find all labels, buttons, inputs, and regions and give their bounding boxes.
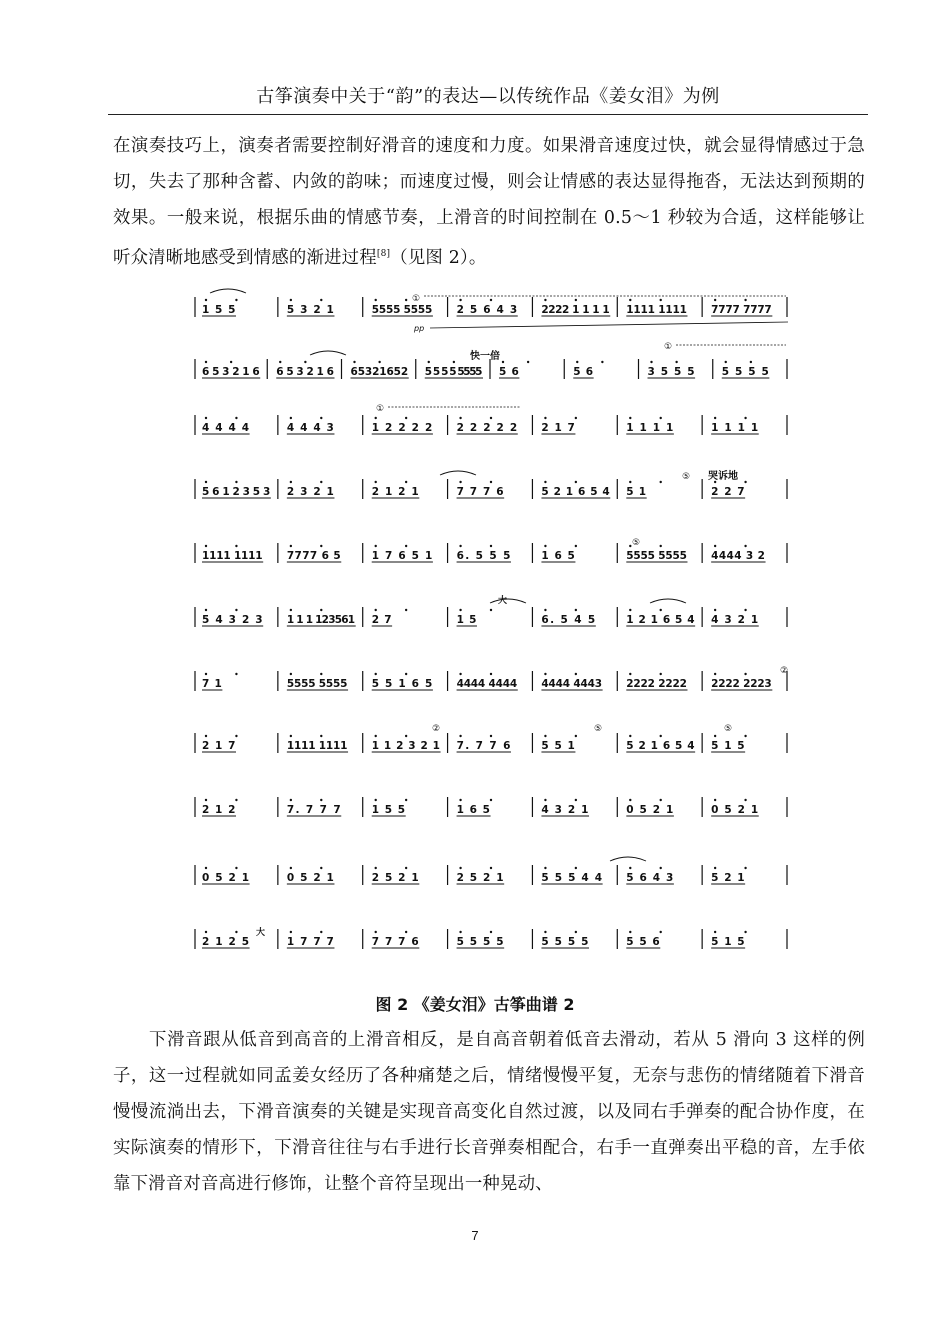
octave-dot xyxy=(502,361,504,363)
running-header: 古筝演奏中关于“韵”的表达—以传统作品《姜女泪》为例 xyxy=(256,86,720,107)
score-measure: 5555 5555 xyxy=(286,678,349,690)
octave-dot xyxy=(205,545,207,547)
score-measure: 2 1 2 1 xyxy=(371,486,420,498)
octave-dot xyxy=(544,481,546,483)
octave-dot xyxy=(490,609,492,611)
octave-dot xyxy=(490,673,492,675)
octave-dot xyxy=(544,931,546,933)
octave-dot xyxy=(205,609,207,611)
score-measure: 3 5 5 5 xyxy=(647,366,696,378)
score-measure: 5 2 1 6 5 4 xyxy=(626,740,696,752)
score-measure: 5 5 5 5 xyxy=(721,366,770,378)
octave-dot xyxy=(744,799,746,801)
slur xyxy=(440,471,476,475)
header-rule xyxy=(108,114,868,115)
score-measure: 2222 1 1 1 1 xyxy=(541,304,611,316)
score-measure: 7777 7777 xyxy=(711,304,773,316)
octave-dot xyxy=(290,673,292,675)
octave-dot xyxy=(490,931,492,933)
octave-dot xyxy=(320,545,322,547)
score-measure: 1 7 7 7 xyxy=(286,936,335,948)
score-measure: 1 2 2 2 2 xyxy=(371,422,433,434)
octave-dot xyxy=(290,545,292,547)
octave-dot xyxy=(629,931,631,933)
octave-dot xyxy=(714,735,716,737)
score-measure: 5 4 3 2 3 xyxy=(202,614,264,626)
octave-dot xyxy=(459,609,461,611)
fingering-circle-5: ⑤ xyxy=(682,472,691,482)
score-measure: 6. 5 4 5 xyxy=(541,614,596,626)
slur xyxy=(210,289,246,293)
octave-dot xyxy=(290,299,292,301)
octave-dot xyxy=(320,299,322,301)
octave-dot xyxy=(660,867,662,869)
octave-dot xyxy=(544,673,546,675)
score-measure: 1 5 xyxy=(456,614,477,626)
paragraph-1-text: 在演奏技巧上，演奏者需要控制好滑音的速度和力度。如果滑音速度过快，就会显得情感过于急切，失去了那种含蓄、内敛的韵味；而速度过慢，则会让情感的表达显得拖沓，无法达到预期的效果。一般来说，根据乐曲的情感节奏，上滑音的时间控制在 0.5～1 秒较为合适，这样能够让听众清晰地感受到情感的渐进过程 xyxy=(113,136,865,268)
octave-dot xyxy=(320,609,322,611)
octave-dot xyxy=(629,799,631,801)
octave-dot xyxy=(205,931,207,933)
score-measure: 5555 5555 xyxy=(626,550,688,562)
octave-dot xyxy=(290,417,292,419)
octave-dot xyxy=(205,673,207,675)
octave-dot xyxy=(235,299,237,301)
octave-dot xyxy=(375,931,377,933)
octave-dot xyxy=(575,417,577,419)
octave-dot xyxy=(459,481,461,483)
octave-dot xyxy=(660,299,662,301)
score-measure: 0 5 2 1 xyxy=(626,804,674,816)
octave-dot xyxy=(290,799,292,801)
score-measure: 7 7 7 6 xyxy=(456,486,505,498)
octave-dot xyxy=(205,735,207,737)
octave-dot xyxy=(714,799,716,801)
octave-dot xyxy=(459,931,461,933)
octave-dot xyxy=(575,673,577,675)
octave-dot xyxy=(378,361,380,363)
score-measure: 4 4 4 4 xyxy=(202,422,250,434)
score-measure: 1 1 1 123561 xyxy=(286,614,356,626)
octave-dot xyxy=(375,867,377,869)
octave-dot xyxy=(205,799,207,801)
fingering-circle-1: ① xyxy=(376,404,385,414)
octave-dot xyxy=(660,735,662,737)
fingering-circle-5: ⑤ xyxy=(724,724,733,734)
octave-dot xyxy=(490,867,492,869)
score-measure: 2 5 2 1 xyxy=(371,872,420,884)
score-measure: 5 5 5 4 4 xyxy=(541,872,603,884)
octave-dot xyxy=(320,481,322,483)
fingering-circle-1: ① xyxy=(412,294,421,304)
crescendo-line xyxy=(430,322,788,328)
octave-dot xyxy=(714,417,716,419)
octave-dot xyxy=(601,361,603,363)
octave-dot xyxy=(375,481,377,483)
octave-dot xyxy=(235,867,237,869)
score-measure: 5 2 1 6 5 4 xyxy=(541,486,611,498)
octave-dot xyxy=(490,299,492,301)
octave-dot xyxy=(714,609,716,611)
score-measure: 2 5 2 1 xyxy=(456,872,505,884)
score-image xyxy=(190,283,792,973)
octave-dot xyxy=(629,735,631,737)
octave-dot xyxy=(629,481,631,483)
octave-dot xyxy=(375,545,377,547)
octave-dot xyxy=(405,867,407,869)
score-measure: 5 6 xyxy=(573,366,594,378)
score-measure: 5 3 2 1 xyxy=(286,304,335,316)
octave-dot xyxy=(405,931,407,933)
fingering-circle-5: ⑤ xyxy=(594,724,603,734)
octave-dot xyxy=(235,735,237,737)
octave-dot xyxy=(405,417,407,419)
score-measure: 1 2 1 6 5 4 xyxy=(626,614,696,626)
octave-dot xyxy=(205,417,207,419)
octave-dot xyxy=(576,361,578,363)
octave-dot xyxy=(744,417,746,419)
octave-dot xyxy=(744,545,746,547)
octave-dot xyxy=(714,931,716,933)
octave-dot xyxy=(235,609,237,611)
score-measure: 6 5 3 2 1 6 xyxy=(202,366,261,378)
score-measure: 4444 4443 xyxy=(541,678,603,690)
score-measure: 6 5 3 2 1 6 5 2 xyxy=(350,366,409,378)
octave-dot xyxy=(660,799,662,801)
score-measure: 1111 1111 xyxy=(202,550,264,562)
paragraph-1-tail: （见图 2）。 xyxy=(390,248,487,268)
score-measure: 5 5 1 6 5 xyxy=(371,678,433,690)
octave-dot xyxy=(353,361,355,363)
octave-dot xyxy=(459,867,461,869)
score-measure: 1111 1111 xyxy=(626,304,688,316)
score-measure: 1 6 5 xyxy=(541,550,576,562)
octave-dot xyxy=(235,799,237,801)
octave-dot xyxy=(235,481,237,483)
octave-dot xyxy=(725,361,727,363)
score-measure: 1 5 5 xyxy=(371,804,406,816)
score-measure: 5 1 xyxy=(626,486,647,498)
octave-dot xyxy=(459,299,461,301)
octave-dot xyxy=(205,361,207,363)
score-measure: 4 4 4 3 xyxy=(286,422,335,434)
octave-dot xyxy=(490,735,492,737)
octave-dot xyxy=(375,417,377,419)
octave-dot xyxy=(575,799,577,801)
octave-dot xyxy=(675,361,677,363)
score-measure: 1111 1111 xyxy=(286,740,349,752)
octave-dot xyxy=(660,673,662,675)
octave-dot xyxy=(744,867,746,869)
slur xyxy=(310,351,346,355)
octave-dot xyxy=(660,609,662,611)
octave-dot xyxy=(320,735,322,737)
octave-dot xyxy=(375,673,377,675)
octave-dot xyxy=(428,361,430,363)
octave-dot xyxy=(320,673,322,675)
octave-dot xyxy=(290,735,292,737)
score-measure: 2 1 2 xyxy=(202,804,236,816)
octave-dot xyxy=(527,361,529,363)
octave-dot xyxy=(629,299,631,301)
octave-dot xyxy=(544,417,546,419)
score-measure: 1 7 6 5 1 xyxy=(371,550,433,562)
octave-dot xyxy=(744,299,746,301)
score-measure: 2 1 7 xyxy=(202,740,236,752)
octave-dot xyxy=(375,299,377,301)
octave-dot xyxy=(320,931,322,933)
slur xyxy=(610,857,646,861)
score-measure: 7777 6 5 xyxy=(286,550,342,562)
octave-dot xyxy=(320,799,322,801)
octave-dot xyxy=(459,735,461,737)
octave-dot xyxy=(490,545,492,547)
octave-dot xyxy=(544,735,546,737)
score-measure: 1 1 2 3 2 1 xyxy=(371,740,441,752)
score-measure: 7. 7 7 6 xyxy=(456,740,511,752)
score-measure: 5 6 1 2 3 5 3 xyxy=(202,486,271,498)
expression-weeping: 哭诉地 xyxy=(708,471,738,482)
octave-dot xyxy=(714,673,716,675)
octave-dot xyxy=(205,481,207,483)
body-paragraph-1 xyxy=(113,128,865,276)
octave-dot xyxy=(544,299,546,301)
octave-dot xyxy=(490,799,492,801)
score-measure: 5 1 5 xyxy=(711,936,746,948)
octave-dot xyxy=(459,545,461,547)
octave-dot xyxy=(744,609,746,611)
score-measure: 2 2 7 xyxy=(711,486,746,498)
score-measure: 6. 5 5 5 xyxy=(456,550,511,562)
score-measure: 4 3 2 1 xyxy=(711,614,759,626)
score-measure: 4444 4444 xyxy=(456,678,518,690)
octave-dot xyxy=(235,673,237,675)
octave-dot xyxy=(744,673,746,675)
octave-dot xyxy=(544,867,546,869)
score-measure: 2 2 2 2 2 xyxy=(456,422,518,434)
octave-dot xyxy=(490,417,492,419)
score-measure: 5 5 5 5 5555 xyxy=(424,366,483,378)
tempo-double-speed: 快一倍 xyxy=(470,351,500,362)
octave-dot xyxy=(320,867,322,869)
body-paragraph-2: 下滑音跟从低音到高音的上滑音相反，是自高音朝着低音去滑动，若从 5 滑向 3 这样的例子，这一过程就如同孟姜女经历了各种痛楚之后，情绪慢慢平复，无奈与悲伤的情绪随着下滑音慢慢流淌出去，下滑音演奏的关键是实现音高变化自然过渡，以及同右手弹奏的配合协作度，在实际演奏的情形下，下滑音往往与右手进行长音弹奏相配合，右手一直弹奏出平稳的音，左手依靠下滑音对音高进行修饰，让整个音符呈现出一种晃动、 xyxy=(113,1030,865,1194)
fingering-circle-5: ⑤ xyxy=(632,538,641,548)
score-measure: 2222 2223 xyxy=(711,678,773,690)
score-measure: 4 3 2 1 xyxy=(541,804,590,816)
octave-dot xyxy=(205,867,207,869)
page-number: 7 xyxy=(471,1228,479,1243)
octave-dot xyxy=(290,481,292,483)
score-measure: 5 1 5 xyxy=(711,740,746,752)
octave-dot xyxy=(405,545,407,547)
octave-dot xyxy=(629,673,631,675)
score-measure: 2222 2222 xyxy=(626,678,688,690)
score-measure: 4444 3 2 xyxy=(711,550,766,562)
octave-dot xyxy=(575,735,577,737)
octave-dot xyxy=(544,609,546,611)
octave-dot xyxy=(453,361,455,363)
octave-dot xyxy=(405,609,407,611)
octave-dot xyxy=(405,673,407,675)
octave-dot xyxy=(544,545,546,547)
octave-dot xyxy=(290,609,292,611)
octave-dot xyxy=(744,931,746,933)
score-measure: 5 6 4 3 xyxy=(626,872,674,884)
octave-dot xyxy=(629,609,631,611)
score-measure: 0 5 2 1 xyxy=(711,804,759,816)
score-measure: 5 5 5 5 xyxy=(541,936,590,948)
score-measure: 1 5 5 xyxy=(202,304,236,316)
score-measure: 2 7 xyxy=(371,614,393,626)
slur xyxy=(650,599,686,603)
score-measure: 2 5 6 4 3 xyxy=(456,304,518,316)
score-measure: 0 5 2 1 xyxy=(286,872,335,884)
octave-dot xyxy=(650,361,652,363)
score-measure: 2 1 7 xyxy=(541,422,576,434)
octave-dot xyxy=(575,609,577,611)
octave-dot xyxy=(544,799,546,801)
citation-8: [8] xyxy=(376,249,391,259)
score-measure: 2 3 2 1 xyxy=(286,486,335,498)
octave-dot xyxy=(714,299,716,301)
octave-dot xyxy=(235,931,237,933)
score-measure: 5 2 1 xyxy=(711,872,746,884)
octave-dot xyxy=(459,417,461,419)
fingering-circle-1: ① xyxy=(664,342,673,352)
octave-dot xyxy=(290,867,292,869)
score-measure: 5555 5555 xyxy=(371,304,433,316)
octave-dot xyxy=(575,931,577,933)
score-measure: 5 6 xyxy=(499,366,520,378)
octave-dot xyxy=(235,417,237,419)
octave-dot xyxy=(304,361,306,363)
octave-dot xyxy=(490,481,492,483)
octave-dot xyxy=(575,545,577,547)
octave-dot xyxy=(230,361,232,363)
fingering-circle-2: ② xyxy=(780,666,789,676)
octave-dot xyxy=(660,481,662,483)
octave-dot xyxy=(290,931,292,933)
score-measure: 0 5 2 1 xyxy=(202,872,250,884)
octave-dot xyxy=(320,417,322,419)
octave-dot xyxy=(575,867,577,869)
octave-dot xyxy=(575,481,577,483)
score-measure: 5 5 5 5 xyxy=(456,936,505,948)
fingering-circle-2: ② xyxy=(432,724,441,734)
score-measure: 7 1 xyxy=(202,678,223,690)
octave-dot xyxy=(459,673,461,675)
octave-dot xyxy=(629,417,631,419)
octave-dot xyxy=(660,545,662,547)
score-measure: 1 6 5 xyxy=(456,804,491,816)
octave-dot xyxy=(405,735,407,737)
score-measure: 1 1 1 1 xyxy=(626,422,674,434)
guzheng-score-figure xyxy=(190,283,792,973)
octave-dot xyxy=(744,481,746,483)
octave-dot xyxy=(375,735,377,737)
octave-dot xyxy=(235,545,237,547)
score-measure: 5 5 6 xyxy=(626,936,661,948)
octave-dot xyxy=(279,361,281,363)
octave-dot xyxy=(575,299,577,301)
octave-dot xyxy=(660,417,662,419)
octave-dot xyxy=(629,867,631,869)
octave-dot xyxy=(660,931,662,933)
octave-dot xyxy=(405,799,407,801)
octave-dot xyxy=(714,867,716,869)
octave-dot xyxy=(375,609,377,611)
dynamic-pp: pp xyxy=(414,324,425,333)
octave-dot xyxy=(744,735,746,737)
octave-dot xyxy=(714,545,716,547)
fingering-big: 大 xyxy=(256,928,266,938)
octave-dot xyxy=(205,299,207,301)
octave-dot xyxy=(375,799,377,801)
score-measure: 7 7 7 6 xyxy=(371,936,420,948)
octave-dot xyxy=(750,361,752,363)
fingering-big: 大 xyxy=(498,596,508,606)
slur xyxy=(490,599,526,603)
octave-dot xyxy=(459,799,461,801)
score-measure: 5 5 1 xyxy=(541,740,576,752)
octave-dot xyxy=(405,481,407,483)
score-measure: 1 1 1 1 xyxy=(711,422,759,434)
score-measure: 7. 7 7 7 xyxy=(286,804,342,816)
figure-caption: 图 2 《姜女泪》古筝曲谱 2 xyxy=(375,995,575,1014)
score-measure: 2 1 2 5 xyxy=(202,936,250,948)
score-measure: 6 5 3 2 1 6 xyxy=(276,366,335,378)
octave-dot xyxy=(405,299,407,301)
